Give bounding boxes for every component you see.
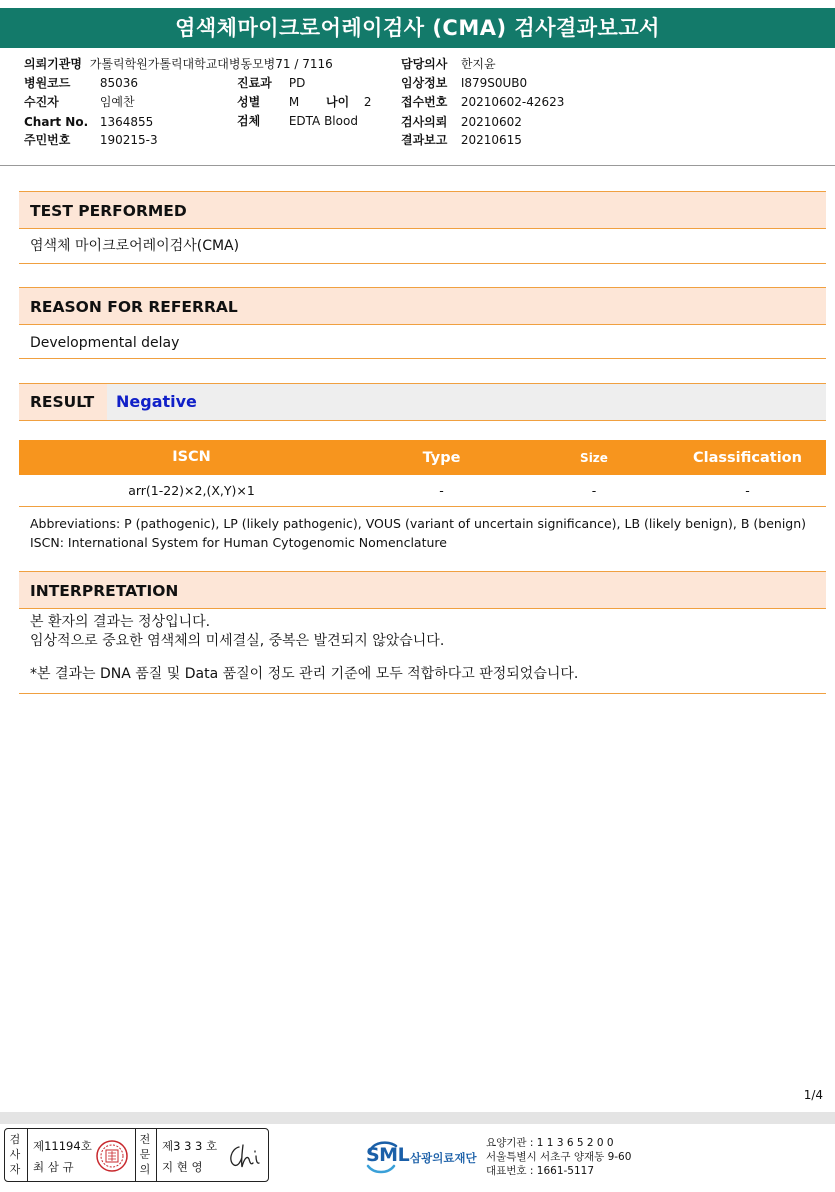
divider [135,1129,136,1181]
table-row [19,475,826,507]
header-value: M [288,95,300,109]
divider [156,1129,157,1181]
examiner-number: 제11194호 [33,1139,92,1153]
header-label: 검사의뢰 [401,115,448,129]
header-value: PD [288,76,306,90]
reason-value: Developmental delay [19,325,826,359]
header-value: 임예찬 [99,95,135,109]
header-value: 1364855 [99,115,154,129]
result-value: Negative [116,392,197,411]
reason-heading: REASON FOR REFERRAL [19,287,826,325]
header-row [237,75,305,91]
examiner-name: 최 삼 규 [33,1160,74,1174]
seal-icon [95,1139,129,1173]
header-row [24,56,333,72]
age-label: 나이 [326,95,350,109]
header-label: 담당의사 [401,57,448,71]
vertical-char: 문 [139,1148,151,1161]
header-value: 20210615 [460,133,522,147]
header-value: EDTA Blood [288,114,358,128]
result-section [19,383,826,421]
col-header-type: Type [422,450,461,466]
header-label: 성별 [237,95,261,109]
header-row [24,75,138,91]
result-table-header [19,440,826,475]
vertical-char: 사 [9,1148,21,1161]
header-label: 의뢰기관명 [24,57,82,71]
header-row [401,75,527,91]
header-value: 가톨릭학원가톨릭대학교대병동모병71 / 7116 [89,57,333,71]
report-title: 염색체마이크로어레이검사 (CMA) 검사결과보고서 [0,8,835,48]
col-header-iscn: ISCN [172,449,211,465]
result-heading: RESULT [19,384,107,420]
abbreviations [30,514,806,552]
header-row [237,94,299,110]
org-info-line: 요양기관 : 1 1 3 6 5 2 0 0 [486,1137,614,1149]
specialist-number: 제3 3 3 호 [162,1139,218,1153]
signature-icon [225,1141,263,1171]
header-label: 접수번호 [401,95,448,109]
signature-box [4,1128,269,1182]
header-value: 한지윤 [460,57,496,71]
cell-type: - [439,483,444,498]
footer-strip [0,1112,835,1124]
interpretation-text [30,613,578,684]
header-label: Chart No. [24,115,89,129]
header-label: 병원코드 [24,76,71,90]
iscn-definition: ISCN: International System for Human Cytogenomic Nomenclature [30,535,447,550]
header-value: 190215-3 [99,133,158,147]
header-value: 20210602 [460,115,522,129]
examiner-vertical-label [8,1132,22,1177]
cell-classification: - [745,483,750,498]
header-value: I879S0UB0 [460,76,528,90]
test-performed-heading: TEST PERFORMED [19,191,826,229]
sml-logo [364,1136,484,1180]
header-label: 임상정보 [401,76,448,90]
page-number: 1/4 [803,1088,823,1102]
vertical-char: 의 [139,1163,151,1176]
header-row [24,94,135,110]
header-label: 결과보고 [401,133,448,147]
header-value: 20210602-42623 [460,95,565,109]
header-label: 진료과 [237,76,272,90]
vertical-char: 전 [139,1133,151,1146]
org-info [486,1136,631,1178]
header-row [401,114,522,130]
sml-logo-text: SML [366,1144,410,1166]
org-info-line: 서울특별시 서초구 양재동 9-60 [486,1151,632,1163]
cell-iscn: arr(1-22)×2,(X,Y)×1 [128,483,255,498]
header-row [326,94,371,110]
org-info-line: 대표번호 : 1661-5117 [486,1165,595,1177]
interpretation-heading: INTERPRETATION [19,571,826,609]
cell-size: - [591,483,597,498]
age-value: 2 [363,95,372,109]
test-performed-value: 염색체 마이크로어레이검사(CMA) [19,229,826,264]
header-label: 주민번호 [24,133,71,147]
abbreviations-line: Abbreviations: P (pathogenic), LP (likely pathogenic), VOUS (variant of uncertain significance), LB (likely benign), B (benign) [30,516,807,531]
patient-header [0,52,835,166]
col-header-classification: Classification [693,450,802,466]
vertical-char: 자 [9,1163,21,1176]
header-row [237,113,358,129]
header-label: 검체 [237,114,261,128]
interpretation-note: *본 결과는 DNA 품질 및 Data 품질이 정도 관리 기준에 모두 적합하다고 판정되었습니다. [30,666,579,682]
header-row [401,94,564,110]
header-label: 수진자 [24,95,59,109]
org-name: 삼광의료재단 [410,1151,477,1165]
col-header-size: Size [580,451,608,465]
header-row [401,56,496,72]
interpretation-line: 본 환자의 결과는 정상입니다. [30,614,211,630]
header-row [401,132,522,148]
specialist-name: 지 현 영 [162,1160,203,1174]
header-value: 85036 [99,76,139,90]
divider [27,1129,28,1181]
vertical-char: 검 [9,1133,21,1146]
specialist-vertical-label [138,1132,152,1177]
header-row [24,114,153,130]
divider [19,693,826,694]
header-row [24,132,158,148]
interpretation-line: 임상적으로 중요한 염색체의 미세결실, 중복은 발견되지 않았습니다. [30,632,445,649]
